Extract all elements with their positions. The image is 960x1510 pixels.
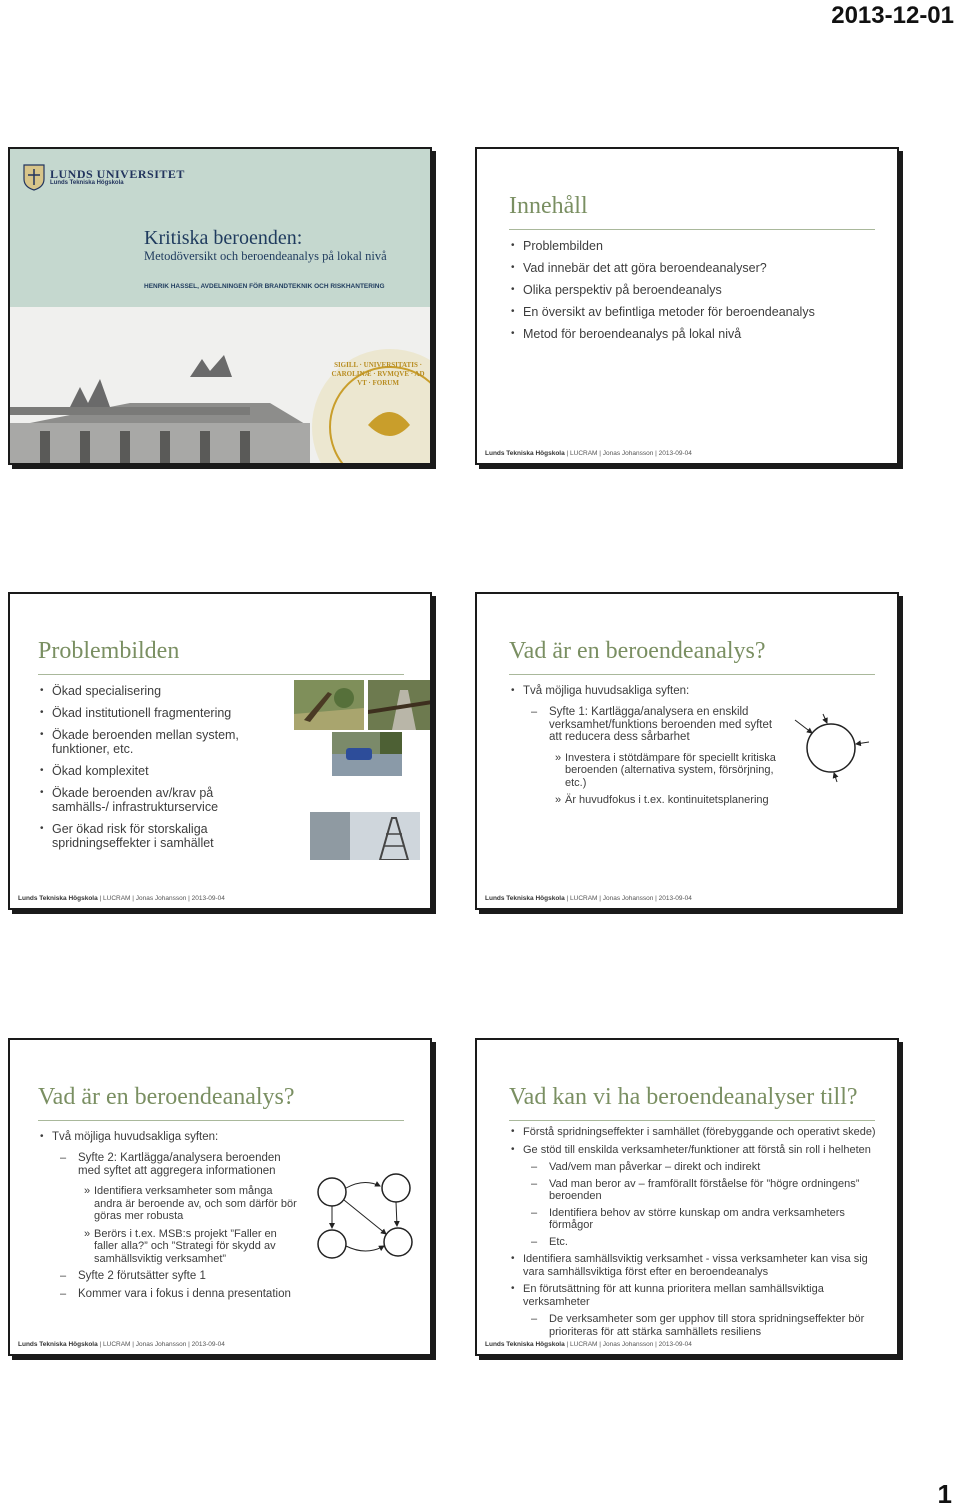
- slide-2: [475, 147, 899, 465]
- footer-rest: | LUCRAM | Jonas Johansson | 2013-09-04: [564, 1341, 692, 1348]
- list-item: – Vad/vem man påverkar – direkt och indirekt: [531, 1161, 891, 1174]
- list-item: • Två möjliga huvudsakliga syften:: [509, 684, 779, 698]
- footer-org: Lunds Tekniska Högskola: [485, 895, 565, 902]
- slide-3-title: Problembilden: [38, 638, 180, 664]
- slide-2-bullet-list: [509, 239, 879, 349]
- slide-footer: [485, 1341, 692, 1348]
- slide-footer: [18, 895, 225, 902]
- list-item: • En förutsättning för att kunna prioritera mellan samhällsviktiga verksamheter: [509, 1283, 891, 1308]
- list-item: • Problembilden: [509, 239, 879, 253]
- list-item: • Ökad specialisering: [38, 684, 266, 698]
- faculty-name: Lunds Tekniska Högskola: [50, 180, 124, 186]
- list-item: • Olika perspektiv på beroendeanalys: [509, 283, 879, 297]
- slide-5-bullet-list: [38, 1130, 298, 1305]
- title-slide-subtitle: Metodöversikt och beroendeanalys på lokal nivå: [144, 249, 387, 263]
- slide-4-bullet-list: [509, 684, 779, 812]
- footer-rest: | LUCRAM | Jonas Johansson | 2013-09-04: [564, 895, 692, 902]
- list-item: » Berörs i t.ex. MSB:s projekt ”Faller en faller alla?” och ”Strategi för skydd av samhällsviktig verksamhet”: [84, 1228, 298, 1266]
- header-date: 2013-12-01: [831, 2, 954, 29]
- slide-2-title-rule: [509, 229, 875, 230]
- list-item: • Identifiera samhällsviktig verksamhet - vissa verksamheter kan visa sig vara samhällsviktiga först efter en beroendeanalys: [509, 1253, 891, 1278]
- page-number: 1: [937, 1479, 952, 1509]
- slide-5: [8, 1038, 432, 1356]
- slide-5-title: Vad är en beroendeanalys?: [38, 1084, 295, 1110]
- fallen-trees-road-photo: [368, 680, 432, 730]
- list-item: – De verksamheter som ger upphov till stora spridningseffekter bör prioriteras för att stärka samhällets resiliens: [531, 1313, 891, 1338]
- list-item: – Identifiera behov av större kunskap om andra verksamheters förmågor: [531, 1207, 891, 1232]
- title-slide-author: HENRIK HASSEL, AVDELNINGEN FÖR BRANDTEKNIK OCH RISKHANTERING: [144, 283, 385, 290]
- list-item: – Vad man beror av – framförallt förståelse för ”högre ordningens” beroenden: [531, 1178, 891, 1203]
- storm-damaged-trees-photo: [294, 680, 364, 730]
- slide-3-bullet-list: [38, 684, 266, 858]
- footer-org: Lunds Tekniska Högskola: [485, 450, 565, 457]
- dependency-network-diagram: [310, 1164, 420, 1264]
- list-item: • Ge stöd till enskilda verksamheter/funktioner att förstå sin roll i helheten: [509, 1144, 891, 1157]
- list-item: • Vad innebär det att göra beroendeanalyser?: [509, 261, 879, 275]
- list-item: – Syfte 1: Kartlägga/analysera en enskild verksamhet/funktions beroenden med syftet att reducera dess sårbarhet: [531, 706, 779, 744]
- slide-footer: [485, 450, 692, 457]
- list-item: • Ökade beroenden mellan system, funktioner, etc.: [38, 728, 266, 756]
- footer-org: Lunds Tekniska Högskola: [18, 1341, 98, 1348]
- slide-4-title-rule: [509, 674, 875, 675]
- slide-6-title: Vad kan vi ha beroendeanalyser till?: [509, 1084, 858, 1110]
- university-logo-icon: [22, 163, 46, 191]
- list-item: • En översikt av befintliga metoder för beroendeanalys: [509, 305, 879, 319]
- list-item: » Identifiera verksamheter som många andra är beroende av, och som därför bör göras mer robusta: [84, 1185, 298, 1223]
- list-item: » Är huvudfokus i t.ex. kontinuitetsplanering: [555, 794, 779, 807]
- list-item: • Ökad komplexitet: [38, 764, 266, 778]
- slide-3: [8, 592, 432, 910]
- ice-storm-pylon-photo: [310, 812, 420, 860]
- title-slide-title: Kritiska beroenden:: [144, 227, 303, 249]
- list-item: • Ökad institutionell fragmentering: [38, 706, 266, 720]
- list-item: • Två möjliga huvudsakliga syften:: [38, 1130, 298, 1144]
- slide-footer: [18, 1341, 225, 1348]
- university-name: LUNDS UNIVERSITET: [50, 167, 185, 181]
- footer-rest: | LUCRAM | Jonas Johansson | 2013-09-04: [97, 1341, 225, 1348]
- slide-4-title: Vad är en beroendeanalys?: [509, 638, 766, 664]
- footer-rest: | LUCRAM | Jonas Johansson | 2013-09-04: [97, 895, 225, 902]
- list-item: » Investera i stötdämpare för speciellt kritiska beroenden (alternativa system, försörjning, etc.): [555, 752, 779, 790]
- list-item: – Syfte 2 förutsätter syfte 1: [60, 1270, 298, 1283]
- slide-4: [475, 592, 899, 910]
- list-item: • Förstå spridningseffekter i samhället (förebyggande och operativt skede): [509, 1126, 891, 1139]
- seal-text: SIGILL · UNIVERSITATIS · CAROLINÆ · RVMQVE · AD VT · FORUM: [331, 361, 425, 387]
- slide-3-title-rule: [38, 674, 404, 675]
- slide-6-title-rule: [509, 1120, 875, 1121]
- list-item: – Syfte 2: Kartlägga/analysera beroenden med syftet att aggregera informationen: [60, 1152, 298, 1177]
- slide-2-title: Innehåll: [509, 193, 588, 219]
- footer-org: Lunds Tekniska Högskola: [18, 895, 98, 902]
- list-item: • Ger ökad risk för storskaliga spridningseffekter i samhället: [38, 822, 266, 850]
- slide-6: [475, 1038, 899, 1356]
- slide-5-title-rule: [38, 1120, 404, 1121]
- flooded-road-photo: [332, 732, 402, 776]
- dependency-diagram-single: [789, 712, 873, 784]
- list-item: • Ökade beroenden av/krav på samhälls-/ infrastrukturservice: [38, 786, 266, 814]
- slide-1: [8, 147, 432, 465]
- footer-org: Lunds Tekniska Högskola: [485, 1341, 565, 1348]
- list-item: – Kommer vara i fokus i denna presentation: [60, 1288, 298, 1301]
- list-item: – Etc.: [531, 1236, 891, 1249]
- footer-rest: | LUCRAM | Jonas Johansson | 2013-09-04: [564, 450, 692, 457]
- slide-footer: [485, 895, 692, 902]
- slide-6-bullet-list: [509, 1126, 891, 1343]
- list-item: • Metod för beroendeanalys på lokal nivå: [509, 327, 879, 341]
